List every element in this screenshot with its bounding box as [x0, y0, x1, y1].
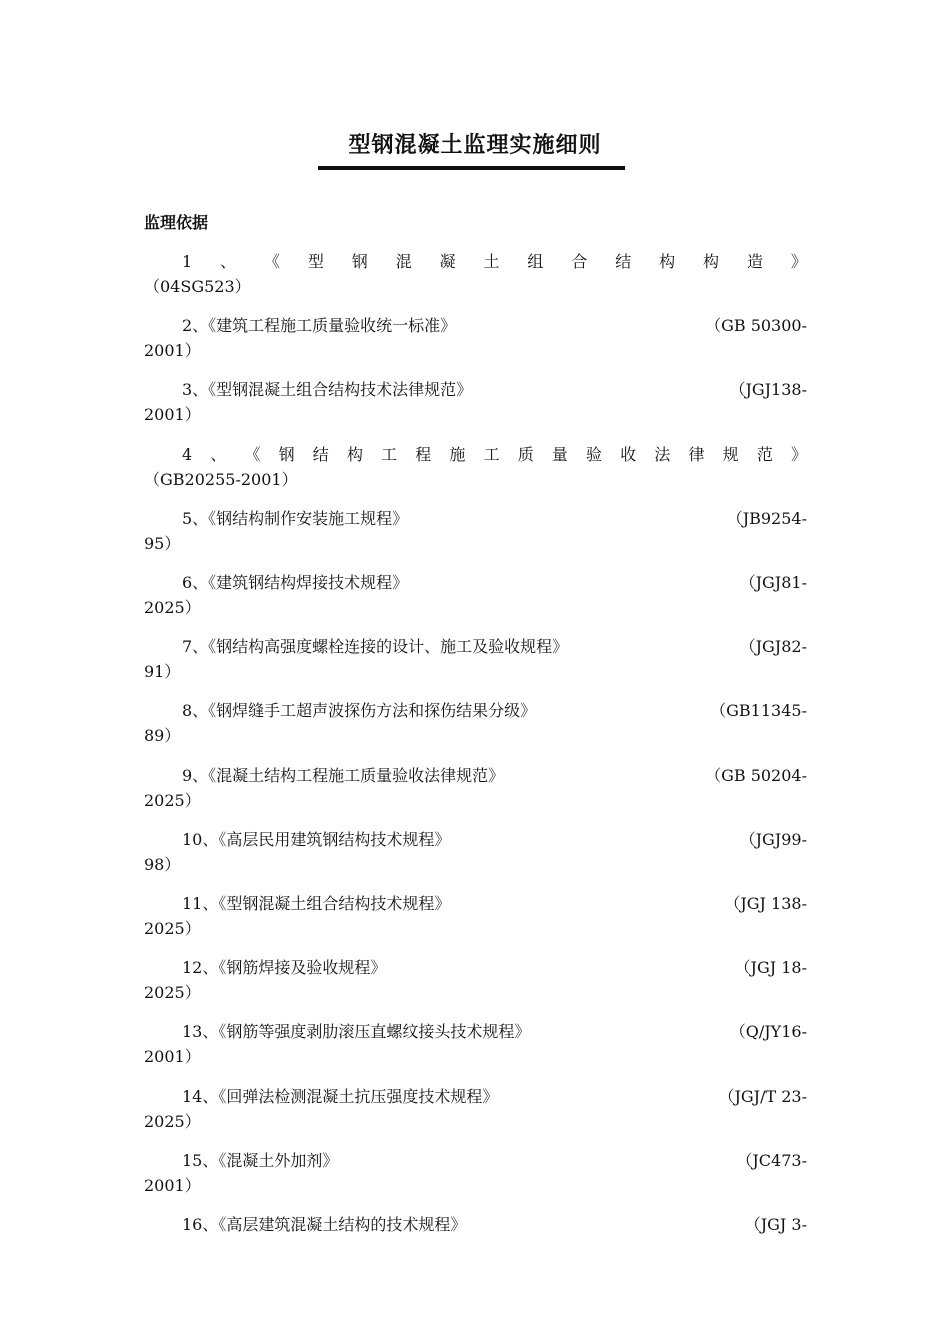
- reference-title: 2、《建筑工程施工质量验收统一标准》: [182, 316, 457, 335]
- reference-line: [144, 377, 807, 402]
- reference-code-continued: 2001）: [144, 405, 201, 424]
- reference-title-char: 程: [415, 445, 432, 464]
- reference-line: [144, 1148, 807, 1173]
- reference-code: （JGJ81-: [739, 573, 807, 592]
- reference-title: 7、《钢结构高强度螺栓连接的设计、施工及验收规程》: [182, 637, 569, 656]
- reference-title-char: 》: [790, 445, 807, 464]
- reference-item: [144, 955, 807, 1005]
- document-title: 型钢混凝土监理实施细则: [348, 132, 602, 158]
- reference-line: [144, 249, 807, 274]
- reference-item: [144, 506, 807, 556]
- reference-code: （JGJ99-: [739, 830, 807, 849]
- reference-title-char: 构: [659, 252, 676, 271]
- reference-item: [144, 249, 807, 299]
- reference-title-char: 《: [263, 252, 280, 271]
- reference-code: （JGJ82-: [739, 637, 807, 656]
- reference-code-continued: 95）: [144, 534, 181, 553]
- reference-line: [144, 955, 807, 980]
- reference-title-char: 施: [449, 445, 466, 464]
- reference-title: 13、《钢筋等强度剥肋滚压直螺纹接头技术规程》: [182, 1022, 531, 1041]
- reference-title-char: 结: [615, 252, 632, 271]
- reference-title-char: 1: [182, 252, 193, 271]
- reference-title: 15、《混凝土外加剂》: [182, 1151, 339, 1170]
- reference-title-char: 、: [210, 445, 227, 464]
- reference-code: （Q/JY16-: [729, 1022, 807, 1041]
- reference-title-char: 型: [307, 252, 324, 271]
- reference-title-char: 组: [527, 252, 544, 271]
- reference-title: 11、《型钢混凝土组合结构技术规程》: [182, 894, 451, 913]
- reference-code: （JGJ138-: [729, 380, 807, 399]
- reference-code: （GB11345-: [710, 701, 807, 720]
- reference-item: [144, 827, 807, 877]
- reference-item: [144, 891, 807, 941]
- reference-line: [144, 763, 807, 788]
- reference-title-char: 混: [395, 252, 412, 271]
- reference-title-char: 《: [244, 445, 261, 464]
- reference-code-continued: 2025）: [144, 598, 201, 617]
- reference-line: [144, 827, 807, 852]
- reference-title: 14、《回弹法检测混凝土抗压强度技术规程》: [182, 1087, 499, 1106]
- reference-item: [144, 1019, 807, 1069]
- reference-code-continued: 2001）: [144, 1176, 201, 1195]
- reference-line: [144, 313, 807, 338]
- title-underline: [318, 166, 625, 170]
- reference-item: [144, 313, 807, 363]
- reference-code: （JGJ/T 23-: [718, 1087, 807, 1106]
- reference-title-char: 范: [756, 445, 773, 464]
- reference-title-char: 钢: [278, 445, 295, 464]
- reference-title-char: 工: [381, 445, 398, 464]
- reference-code: （JC473-: [736, 1151, 807, 1170]
- reference-title-char: 量: [551, 445, 568, 464]
- reference-item: [144, 1148, 807, 1198]
- reference-item: [144, 377, 807, 427]
- reference-title-char: 土: [483, 252, 500, 271]
- reference-title-char: 工: [483, 445, 500, 464]
- reference-code-continued: 2025）: [144, 791, 201, 810]
- reference-line: [144, 1212, 807, 1237]
- reference-title-char: 钢: [351, 252, 368, 271]
- reference-title-char: 、: [220, 252, 237, 271]
- reference-code-continued: 98）: [144, 855, 181, 874]
- reference-item: [144, 634, 807, 684]
- reference-title-char: 构: [703, 252, 720, 271]
- reference-code-continued: （GB20255-2001）: [144, 470, 298, 489]
- reference-code: （JGJ 3-: [744, 1215, 807, 1234]
- reference-line: [144, 698, 807, 723]
- reference-title: 6、《建筑钢结构焊接技术规程》: [182, 573, 409, 592]
- reference-title: 8、《钢焊缝手工超声波探伤方法和探伤结果分级》: [182, 701, 537, 720]
- reference-item: [144, 698, 807, 748]
- reference-item: [144, 763, 807, 813]
- reference-title-char: 收: [620, 445, 637, 464]
- section-heading: 监理依据: [144, 213, 209, 232]
- reference-code-continued: 2001）: [144, 341, 201, 360]
- reference-line: [144, 506, 807, 531]
- reference-code-continued: 91）: [144, 662, 181, 681]
- reference-code: （JB9254-: [726, 509, 807, 528]
- reference-code: （JGJ 18-: [734, 958, 807, 977]
- reference-title-char: 构: [346, 445, 363, 464]
- reference-title-char: 合: [571, 252, 588, 271]
- reference-title-char: 质: [517, 445, 534, 464]
- reference-line: [144, 1019, 807, 1044]
- reference-title: 12、《钢筋焊接及验收规程》: [182, 958, 387, 977]
- reference-title: 3、《型钢混凝土组合结构技术法律规范》: [182, 380, 473, 399]
- reference-code: （JGJ 138-: [724, 894, 807, 913]
- reference-title: 9、《混凝土结构工程施工质量验收法律规范》: [182, 766, 505, 785]
- reference-code: （GB 50300-: [705, 316, 807, 335]
- reference-title: 16、《高层建筑混凝土结构的技术规程》: [182, 1215, 467, 1234]
- reference-line: [144, 442, 807, 467]
- reference-title-char: 4: [182, 445, 193, 464]
- reference-code-continued: （04SG523）: [144, 277, 251, 296]
- reference-code: （GB 50204-: [705, 766, 807, 785]
- reference-title-char: 律: [688, 445, 705, 464]
- reference-code-continued: 2025）: [144, 919, 201, 938]
- reference-line: [144, 891, 807, 916]
- reference-line: [144, 1084, 807, 1109]
- reference-title-char: 造: [746, 252, 763, 271]
- reference-line: [144, 634, 807, 659]
- reference-item: [144, 1084, 807, 1134]
- reference-item: [144, 570, 807, 620]
- reference-item: [144, 442, 807, 492]
- reference-title-char: 法: [654, 445, 671, 464]
- reference-title: 5、《钢结构制作安装施工规程》: [182, 509, 409, 528]
- reference-title-char: 规: [722, 445, 739, 464]
- reference-code-continued: 89）: [144, 726, 181, 745]
- reference-title-char: 结: [312, 445, 329, 464]
- reference-title-char: 凝: [439, 252, 456, 271]
- reference-title-char: 验: [586, 445, 603, 464]
- reference-line: [144, 570, 807, 595]
- reference-code-continued: 2001）: [144, 1047, 201, 1066]
- reference-item: [144, 1212, 807, 1237]
- reference-title: 10、《高层民用建筑钢结构技术规程》: [182, 830, 451, 849]
- reference-code-continued: 2025）: [144, 1112, 201, 1131]
- reference-code-continued: 2025）: [144, 983, 201, 1002]
- reference-title-char: 》: [790, 252, 807, 271]
